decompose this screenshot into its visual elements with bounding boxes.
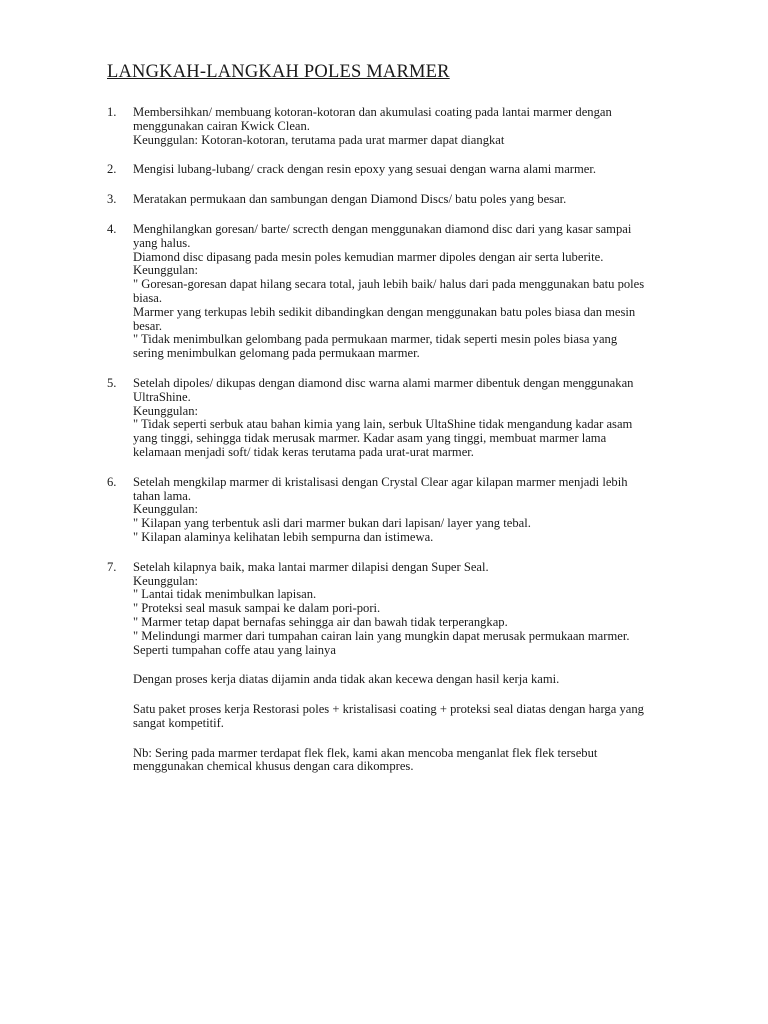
item-line: kelamaan menjadi soft/ tidak keras terutama pada urat-urat marmer. [133, 444, 474, 459]
item-line: besar. [133, 318, 163, 333]
list-item [107, 476, 707, 545]
item-line: Seperti tumpahan coffe atau yang lainya [133, 642, 336, 657]
closing-paragraph [133, 703, 707, 731]
item-line: " Melindungi marmer dari tumpahan cairan lain yang mungkin dapat merusak permukaan marmer. [133, 628, 630, 643]
item-line: Diamond disc dipasang pada mesin poles kemudian marmer dipoles dengan air serta luberite. [133, 249, 604, 264]
item-line: Marmer yang terkupas lebih sedikit dibandingkan dengan menggunakan batu poles biasa dan mesin [133, 304, 636, 319]
item-line: " Proteksi seal masuk sampai ke dalam pori-pori. [133, 601, 381, 616]
item-body [133, 377, 707, 460]
item-line: Setelah dipoles/ dikupas dengan diamond disc warna alami marmer dibentuk dengan menggunakan [133, 375, 634, 390]
item-line: " Kilapan yang terbentuk asli dari marmer bukan dari lapisan/ layer yang tebal. [133, 516, 531, 531]
item-line: biasa. [133, 290, 163, 305]
item-line: Keunggulan: [133, 263, 199, 278]
item-line: Meratakan permukaan dan sambungan dengan Diamond Discs/ batu poles yang besar. [133, 192, 567, 207]
item-number: 7. [107, 559, 117, 574]
item-line: " Tidak menimbulkan gelombang pada permukaan marmer, tidak seperti mesin poles biasa yang [133, 332, 618, 347]
closing-paragraph [133, 673, 707, 687]
item-body [133, 476, 707, 545]
item-body [133, 163, 707, 177]
item-number: 5. [107, 375, 117, 390]
item-body [133, 106, 707, 147]
item-line: Setelah mengkilap marmer di kristalisasi dengan Crystal Clear agar kilapan marmer menjadi lebih [133, 474, 628, 489]
item-body [133, 223, 707, 361]
item-line: " Tidak seperti serbuk atau bahan kimia yang lain, serbuk UltaShine tidak mengandung kadar asam [133, 417, 633, 432]
item-line: sering menimbulkan gelomang pada permukaan marmer. [133, 346, 420, 361]
item-line: menggunakan cairan Kwick Clean. [133, 118, 310, 133]
item-line: Keunggulan: [133, 403, 199, 418]
list-item [107, 561, 707, 775]
item-line: tahan lama. [133, 488, 192, 503]
item-line: " Kilapan alaminya kelihatan lebih sempurna dan istimewa. [133, 529, 434, 544]
item-line: yang tinggi, sehingga tidak merusak marmer. Kadar asam yang tinggi, membuat marmer lama [133, 431, 607, 446]
list-item [107, 193, 707, 207]
document-title: LANGKAH-LANGKAH POLES MARMER [107, 62, 450, 82]
closing-paragraph [133, 747, 707, 775]
item-line: Membersihkan/ membuang kotoran-kotoran dan akumulasi coating pada lantai marmer dengan [133, 105, 612, 119]
item-line: Setelah kilapnya baik, maka lantai marmer dilapisi dengan Super Seal. [133, 559, 489, 574]
list-item [107, 377, 707, 460]
item-line: Keunggulan: [133, 573, 199, 588]
paragraph-line: menggunakan chemical khusus dengan cara dikompres. [133, 759, 414, 774]
item-body [133, 561, 707, 775]
item-body [133, 193, 707, 207]
item-line: " Marmer tetap dapat bernafas sehingga air dan bawah tidak terperangkap. [133, 614, 508, 629]
list-item [107, 223, 707, 361]
paragraph-line: Dengan proses kerja diatas dijamin anda tidak akan kecewa dengan hasil kerja kami. [133, 672, 560, 687]
list-item [107, 163, 707, 177]
item-number: 4. [107, 221, 117, 236]
item-line: Mengisi lubang-lubang/ crack dengan resin epoxy yang sesuai dengan warna alami marmer. [133, 162, 597, 177]
paragraph-line: sangat kompetitif. [133, 715, 224, 730]
item-line: " Goresan-goresan dapat hilang secara total, jauh lebih baik/ halus dari pada menggunakan batu poles [133, 277, 645, 292]
item-number: 2. [107, 162, 117, 177]
item-line: UltraShine. [133, 389, 191, 404]
item-line: yang halus. [133, 235, 191, 250]
item-line: Keunggulan: Kotoran-kotoran, terutama pada urat marmer dapat diangkat [133, 132, 505, 147]
paragraph-line: Satu paket proses kerja Restorasi poles + kristalisasi coating + proteksi seal diatas dengan harga yang [133, 702, 644, 717]
item-number: 6. [107, 474, 117, 489]
item-line: " Lantai tidak menimbulkan lapisan. [133, 587, 317, 602]
item-number: 3. [107, 192, 117, 207]
paragraph-line: Nb: Sering pada marmer terdapat flek flek, kami akan mencoba menganlat flek flek tersebut [133, 745, 598, 760]
item-number: 1. [107, 105, 117, 119]
list-item [107, 106, 707, 147]
steps-list [107, 106, 707, 790]
item-line: Keunggulan: [133, 502, 199, 517]
item-line: Menghilangkan goresan/ barte/ screcth dengan menggunakan diamond disc dari yang kasar sampai [133, 221, 632, 236]
